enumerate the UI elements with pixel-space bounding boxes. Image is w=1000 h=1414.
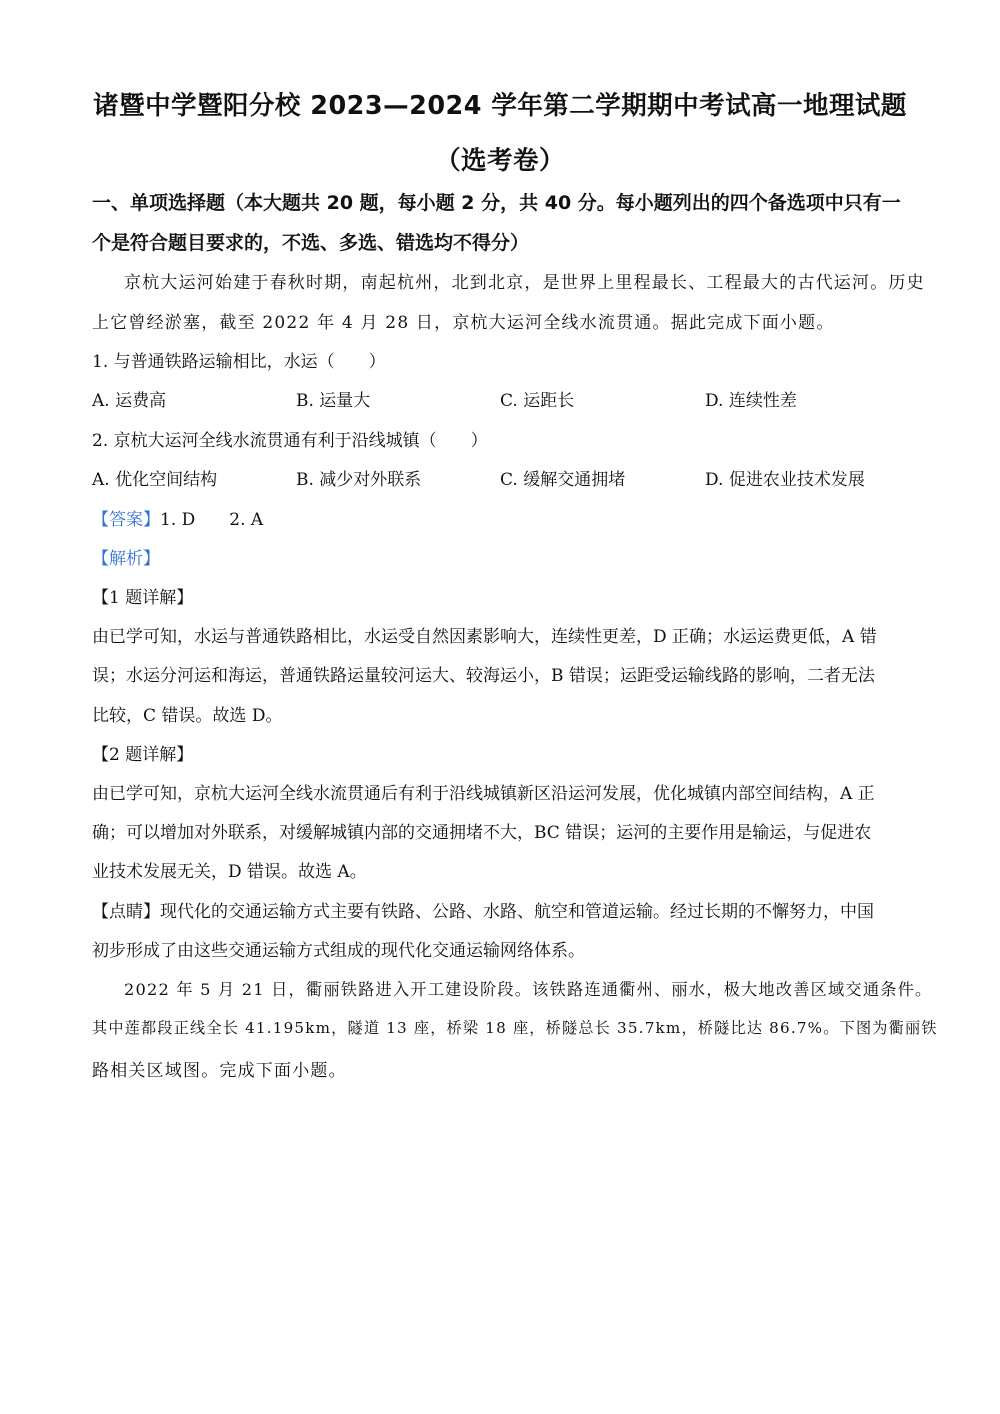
detail2-line3: 业技术发展无关，D 错误。故选 A。 <box>92 862 367 882</box>
question1-stem: 1. 与普通铁路运输相比，水运（ ） <box>92 352 386 372</box>
material2-line3: 路相关区域图。完成下面小题。 <box>92 1061 347 1081</box>
tip-line2: 初步形成了由这些交通运输方式组成的现代化交通运输网络体系。 <box>92 941 585 961</box>
question2-option-b: B. 减少对外联系 <box>296 470 422 490</box>
detail2-heading: 【2 题详解】 <box>92 745 194 765</box>
question2-option-d: D. 促进农业技术发展 <box>705 470 865 490</box>
section-heading-line2: 个是符合题目要求的，不选、多选、错选均不得分） <box>92 232 530 254</box>
answer-2: 2. A <box>229 510 264 530</box>
detail1-heading: 【1 题详解】 <box>92 588 194 608</box>
question2-option-c: C. 缓解交通拥堵 <box>500 470 626 490</box>
answer-line <box>92 505 263 530</box>
detail2-line1: 由已学可知，京杭大运河全线水流贯通后有利于沿线城镇新区沿运河发展，优化城镇内部空间结构，A 正 <box>92 784 875 804</box>
detail1-line1: 由已学可知，水运与普通铁路相比，水运受自然因素影响大，连续性更差，D 正确；水运运费更低，A 错 <box>92 627 877 647</box>
detail2-line2: 确；可以增加对外联系，对缓解城镇内部的交通拥堵不大，BC 错误；运河的主要作用是输运，与促进农 <box>92 823 872 843</box>
material1-line2: 上它曾经淤塞，截至 2022 年 4 月 28 日，京杭大运河全线水流贯通。据此完成下面小题。 <box>92 313 835 333</box>
section-heading-line1: 一、单项选择题（本大题共 20 题，每小题 2 分，共 40 分。每小题列出的四个备选项中只有一 <box>92 192 901 214</box>
tip-line1: 【点睛】现代化的交通运输方式主要有铁路、公路、水路、航空和管道运输。经过长期的不懈努力，中国 <box>92 902 874 922</box>
analysis-label: 【解析】 <box>92 549 160 569</box>
question2-stem: 2. 京杭大运河全线水流贯通有利于沿线城镇（ ） <box>92 431 488 451</box>
page-title: 诸暨中学暨阳分校 2023—2024 学年第二学期期中考试高一地理试题 <box>93 91 907 121</box>
material1-line1: 京杭大运河始建于春秋时期，南起杭州，北到北京，是世界上里程最长、工程最大的古代运河。历史 <box>124 273 925 293</box>
question1-option-a: A. 运费高 <box>92 391 167 411</box>
material2-line1: 2022 年 5 月 21 日，衢丽铁路进入开工建设阶段。该铁路连通衢州、丽水，极大地改善区域交通条件。 <box>124 980 933 999</box>
question2-option-a: A. 优化空间结构 <box>92 470 218 490</box>
question1-option-b: B. 运量大 <box>296 391 371 411</box>
detail1-line3: 比较，C 错误。故选 D。 <box>92 706 283 726</box>
answer-label: 【答案】 <box>92 510 160 530</box>
material2-line2: 其中莲都段正线全长 41.195km，隧道 13 座，桥梁 18 座，桥隧总长 35.7km，桥隧比达 86.7%。下图为衢丽铁 <box>92 1019 938 1037</box>
question1-option-c: C. 运距长 <box>500 391 575 411</box>
detail1-line2: 误；水运分河运和海运，普通铁路运量较河运大、较海运小，B 错误；运距受运输线路的影响，二者无法 <box>92 666 875 686</box>
question1-option-d: D. 连续性差 <box>705 391 797 411</box>
answer-1: 1. D <box>160 510 196 530</box>
page-subtitle: （选考卷） <box>435 146 565 176</box>
